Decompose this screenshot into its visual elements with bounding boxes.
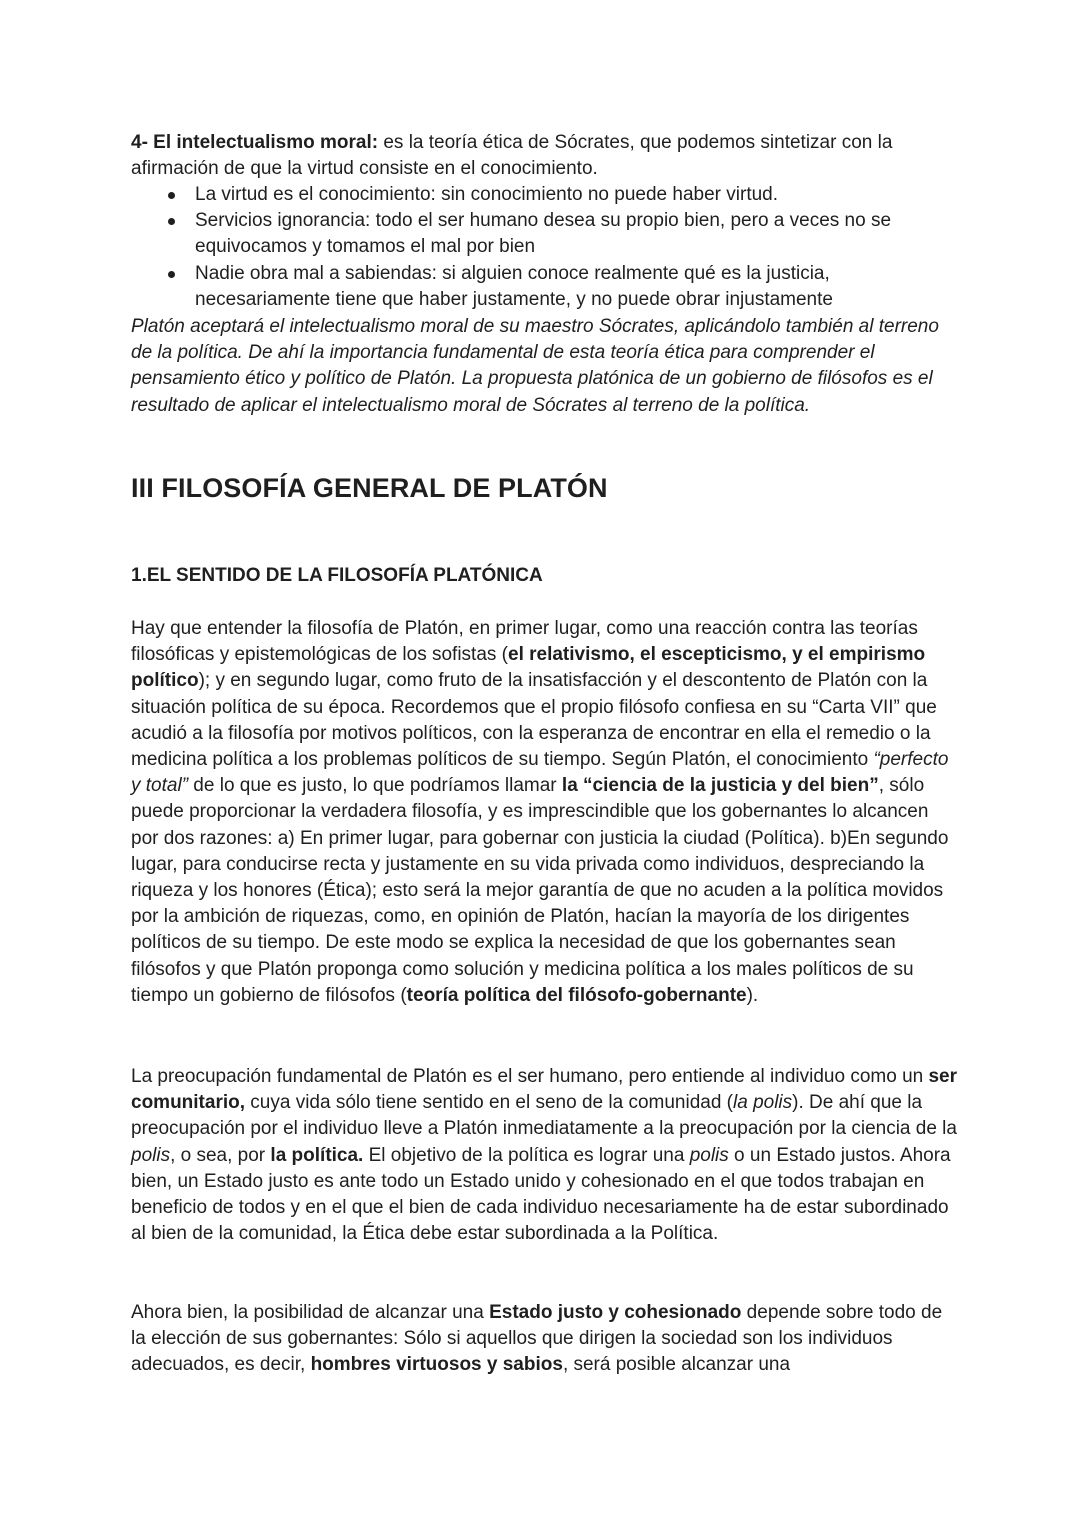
text-run: , o sea, por (170, 1144, 271, 1166)
bullet-icon (168, 271, 175, 278)
text-run: cuya vida sólo tiene sentido en el seno de la comunidad ( (245, 1092, 733, 1114)
text-run: , sólo puede proporcionar la verdadera filosofía, y es imprescindible que los gobernantes lo alcancen por dos razones: a) En primer lugar, para gobernar con justicia la ciudad (Política). b)En segundo lugar, para conducirse recta y justamente en su vida privada como individuos, despreciando la riqueza y los honores (Ética); esto será la mejor garantía de que no acuden a la política movidos por la ambición de riquezas, como, en opinión de Platón, hacían la mayoría de los dirigentes políticos de su tiempo. De este modo se explica la necesidad de que los gobernantes sean filósofos y que Platón proponga como solución y medicina política a los males políticos de su tiempo un gobierno de filósofos ( (131, 775, 949, 1006)
paragraph-1 (131, 616, 961, 1009)
bold-run: hombres virtuosos y sabios (310, 1354, 563, 1376)
text-run: Hay que entender la filosofía de Platón, en primer lugar, como una reacción contra las teorías filosóficas y epistemológicas de los sofistas ( (131, 618, 918, 666)
text-run: de lo que es justo, lo que podríamos llamar (188, 775, 562, 797)
intro-heading: 4- El intelectualismo moral: (131, 132, 379, 153)
bullet-text: Nadie obra mal a sabiendas: si alguien conoce realmente qué es la justicia, necesariamente tiene que haber justamente, y no puede obrar injustamente (195, 262, 833, 310)
text-run: , será posible alcanzar una (562, 1354, 791, 1376)
bullet-text: La virtud es el conocimiento: sin conocimiento no puede haber virtud. (195, 184, 779, 205)
bold-run: Estado justo y cohesionado (489, 1302, 742, 1323)
italic-run: “perfecto y total” (131, 749, 949, 797)
text-run: La preocupación fundamental de Platón es el ser humano, pero entiende al individuo como un (131, 1066, 929, 1087)
list-item (131, 182, 961, 208)
list-item (131, 261, 961, 313)
bullet-icon (168, 192, 175, 199)
text-run: ). De ahí que la preocupación por el individuo lleve a Platón inmediatamente a la preocupación por la ciencia de la (131, 1092, 957, 1140)
bullet-text: Servicios ignorancia: todo el ser humano desea su propio bien, pero a veces no se equivocamos y tomamos el mal por bien (195, 210, 892, 258)
text-run: ); y en segundo lugar, como fruto de la insatisfacción y el descontento de Platón con la situación política de su época. Recordemos que el propio filósofo confiesa en su “Carta VII” que acudió a la filosofía por motivos políticos, con la esperanza de encontrar en ella el remedio o la medicina política a los problemas políticos de su tiempo. Según Platón, el conocimiento (131, 670, 937, 771)
italic-paragraph: Platón aceptará el intelectualismo moral de su maestro Sócrates, aplicándolo también al terreno de la política. De ahí la importancia fundamental de esta teoría ética para comprender el pensamiento ético y político de Platón. La propuesta platónica de un gobierno de filósofos es el resultado de aplicar el intelectualismo moral de Sócrates al terreno de la política. (131, 316, 939, 416)
list-item (131, 208, 961, 260)
text-run: o un Estado justos. Ahora bien, un Estado justo es ante todo un Estado unido y cohesionado en el que todos trabajan en beneficio de todos y en el que el bien de cada individuo necesariamente ha de estar subordinado al bien de la comunidad, la Ética debe estar subordinada a la Política. (131, 1144, 951, 1245)
section-title: III FILOSOFÍA GENERAL DE PLATÓN (131, 473, 608, 503)
bold-run: el relativismo, el escepticismo, y el empirismo político (131, 644, 926, 692)
text-run: depende sobre todo de la elección de sus gobernantes: Sólo si aquellos que dirigen la sociedad son los individuos adecuados, es decir, (131, 1302, 943, 1376)
intro-paragraph (131, 130, 961, 182)
bullet-icon (168, 218, 175, 225)
italic-run: polis (689, 1144, 729, 1166)
italic-run: la polis (733, 1092, 793, 1114)
bullet-list (131, 182, 961, 313)
text-run: Ahora bien, la posibilidad de alcanzar una (131, 1302, 490, 1323)
text-run: El objetivo de la política es lograr una (363, 1144, 690, 1166)
bold-run: teoría política del filósofo-gobernante (406, 984, 747, 1006)
bold-run: la política. (270, 1144, 364, 1166)
subsection-title: 1.EL SENTIDO DE LA FILOSOFÍA PLATÓNICA (131, 565, 543, 586)
bold-run: la “ciencia de la justicia y del bien” (561, 775, 879, 797)
text-run: ). (746, 984, 759, 1006)
bold-run: ser comunitario, (131, 1066, 958, 1114)
paragraph-2 (131, 1064, 961, 1247)
intro-text: es la teoría ética de Sócrates, que podemos sintetizar con la afirmación de que la virtud consiste en el conocimiento. (131, 132, 893, 180)
paragraph-3 (131, 1300, 961, 1379)
italic-run: polis (131, 1144, 171, 1166)
